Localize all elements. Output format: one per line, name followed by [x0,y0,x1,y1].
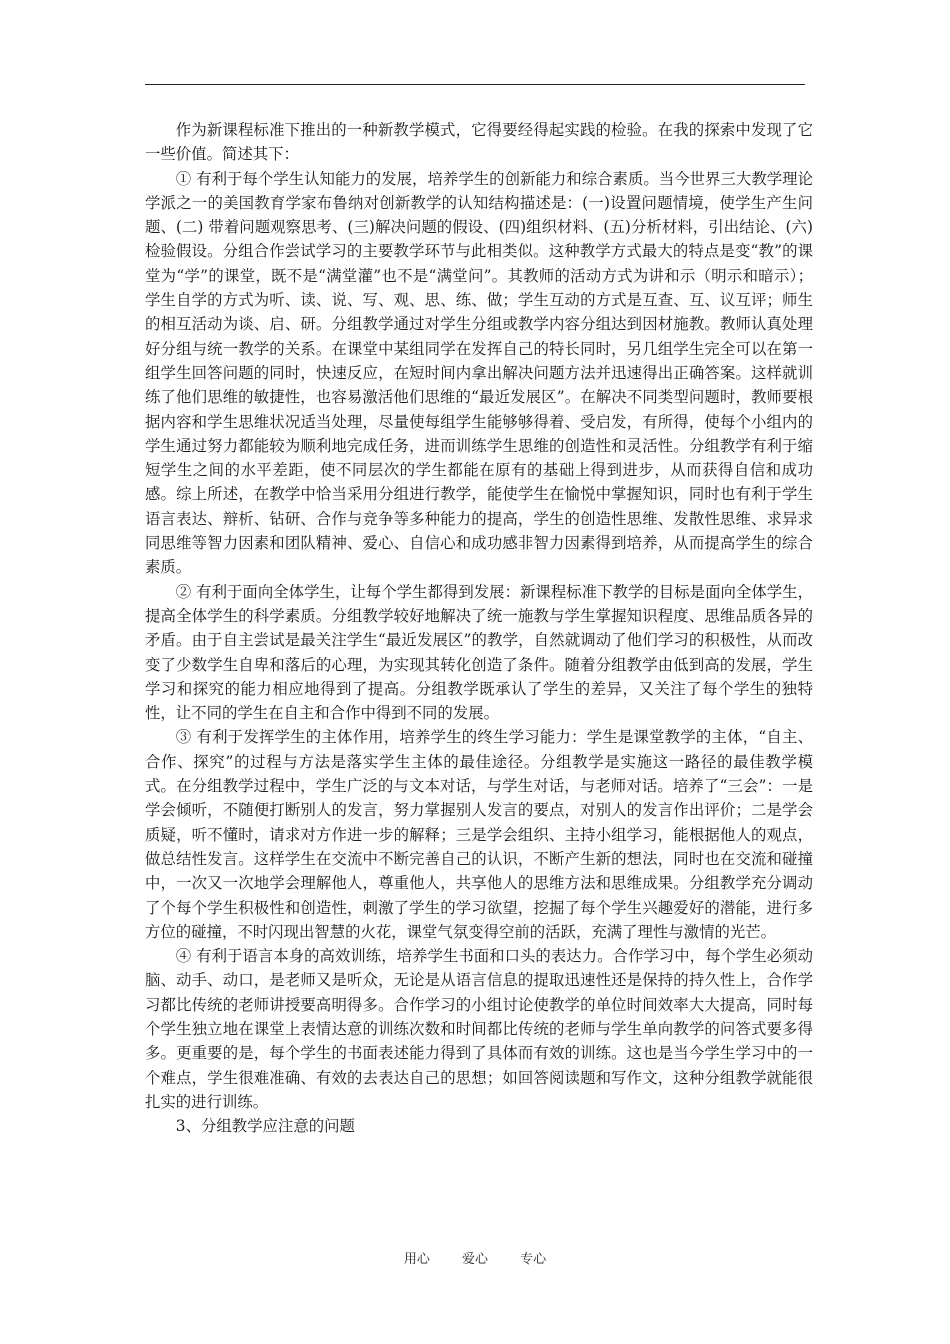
footer-item-1: 用心 [403,1252,430,1267]
paragraph-point-2: ② 有利于面向全体学生，让每个学生都得到发展：新课程标准下教学的目标是面向全体学生，提高全体学生的科学素质。分组教学较好地解决了统一施教与学生掌握知识程度、思维品质各异的矛盾。由于自主尝试是最关注学生“最近发展区”的教学，自然就调动了他们学习的积极性，从而改变了少数学生自卑和落后的心理，为实现其转化创造了条件。随着分组教学由低到高的发展，学生学习和探究的能力相应地得到了提高。分组教学既承认了学生的差异，又关注了每个学生的独特性，让不同的学生在自主和合作中得到不同的发展。 [145,582,813,723]
paragraph-point-1: ① 有利于每个学生认知能力的发展，培养学生的创新能力和综合素质。当今世界三大教学理论学派之一的美国教育学家布鲁纳对创新教学的认知结构描述是：(一)设置问题情境，使学生产生问题、(二) 带着问题观察思考、(三)解决问题的假设、(四)组织材料、(五)分析材料，引出结论、(六)检验假设。分组合作尝试学习的主要教学环节与此相类似。这种教学方式最大的特点是变“教”的课堂为“学”的课堂，既不是“满堂灌”也不是“满堂问”。其教师的活动方式为讲和示（明示和暗示）；学生自学的方式为听、读、说、写、观、思、练、做；学生互动的方式是互查、互、议互评；师生的相互活动为谈、启、研。分组教学通过对学生分组或教学内容分组达到因材施教。教师认真处理好分组与统一教学的关系。在课堂中某组同学在发挥自己的特长同时，另几组学生完全可以在第一组学生回答问题的同时，快速反应，在短时间内拿出解决问题方法并迅速得出正确答案。这样就训练了他们思维的敏捷性，也容易激活他们思维的“最近发展区”。在解决不同类型问题时，教师要根据内容和学生思维状况适当处理，尽量使每组学生能够够得着、受启发，有所得，使每个小组内的学生通过努力都能较为顺利地完成任务，进而训练学生思维的创造性和灵活性。分组教学有利于缩短学生之间的水平差距，使不同层次的学生都能在原有的基础上得到进步，从而获得自信和成功感。综上所述，在教学中恰当采用分组进行教学，能使学生在愉悦中掌握知识，同时也有利于学生语言表达、辩析、钻研、合作与竞争等多种能力的提高，学生的创造性思维、发散性思维、求异求同思维等智力因素和团队精神、爱心、自信心和成功感非智力因素得到培养，从而提高学生的综合素质。 [145,169,813,577]
footer-item-2: 爱心 [461,1252,488,1267]
page-footer [0,1248,950,1267]
paragraph-point-3: ③ 有利于发挥学生的主体作用，培养学生的终生学习能力：学生是课堂教学的主体，“自主、合作、探究”的过程与方法是落实学生主体的最佳途径。分组教学是实施这一路径的最佳教学模式。在分组教学过程中，学生广泛的与文本对话，与学生对话，与老师对话。培养了“三会”：一是学会倾听，不随便打断别人的发言，努力掌握别人发言的要点，对别人的发言作出评价；二是学会质疑，听不懂时，请求对方作进一步的解释；三是学会组织、主持小组学习，能根据他人的观点，做总结性发言。这样学生在交流中不断完善自己的认识，不断产生新的想法，同时也在交流和碰撞中，一次又一次地学会理解他人，尊重他人，共享他人的思维方法和思维成果。分组教学充分调动了个每个学生积极性和创造性，刺激了学生的学习欲望，挖掘了每个学生兴趣爱好的潜能，进行多方位的碰撞，不时闪现出智慧的火花，课堂气氛变得空前的活跃，充满了理性与激情的光芒。 [145,728,813,941]
document-body [145,118,813,1138]
paragraph-point-4: ④ 有利于语言本身的高效训练，培养学生书面和口头的表达力。合作学习中，每个学生必须动脑、动手、动口，是老师又是听众，无论是从语言信息的提取迅速性还是保持的持久性上，合作学习都比传统的老师讲授要高明得多。合作学习的小组讨论使教学的单位时间效率大大提高，同时每个学生独立地在课堂上表情达意的训练次数和时间都比传统的老师与学生单向教学的问答式要多得多。更重要的是，每个学生的书面表述能力得到了具体而有效的训练。这也是当今学生学习中的一个难点，学生很难准确、有效的去表达自己的思想；如回答阅读题和写作文，这种分组教学就能很扎实的进行训练。 [145,947,813,1111]
footer-item-3: 专心 [520,1252,547,1267]
section-heading: 3、分组教学应注意的问题 [175,1117,355,1136]
header-rule [145,84,805,85]
paragraph-intro: 作为新课程标准下推出的一种新教学模式，它得要经得起实践的检验。在我的探索中发现了它一些价值。简述其下： [145,121,813,164]
